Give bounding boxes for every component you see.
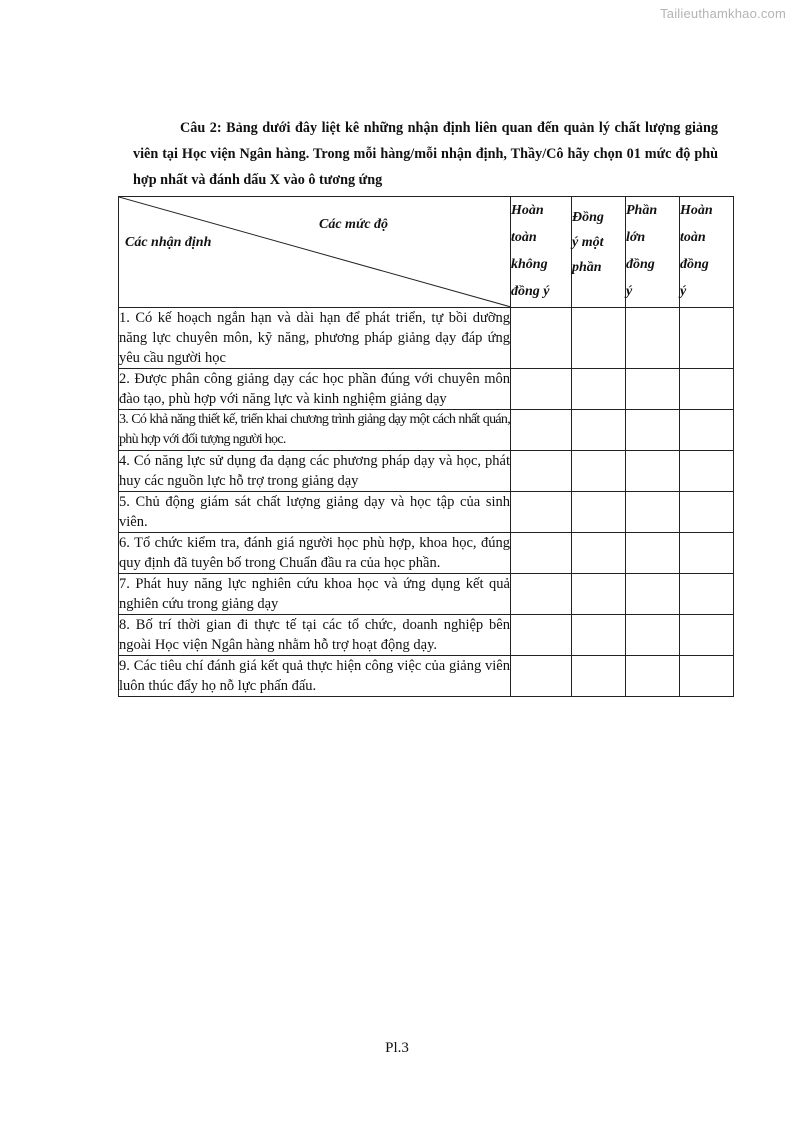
answer-cell-level-1[interactable] (511, 308, 572, 369)
answer-cell-level-2[interactable] (572, 656, 626, 697)
header-row (119, 197, 734, 308)
statement-text: 7. Phát huy năng lực nghiên cứu khoa học và ứng dụng kết quả nghiên cứu trong giảng dạy (119, 574, 511, 615)
answer-cell-level-1[interactable] (511, 410, 572, 451)
statement-row (119, 615, 734, 656)
answer-cell-level-4[interactable] (680, 492, 734, 533)
statement-text: 8. Bố trí thời gian đi thực tế tại các tổ chức, doanh nghiệp bên ngoài Học viện Ngân hàng nhằm hỗ trợ hoạt động dạy. (119, 615, 511, 656)
answer-cell-level-4[interactable] (680, 451, 734, 492)
answer-cell-level-4[interactable] (680, 369, 734, 410)
answer-cell-level-3[interactable] (626, 574, 680, 615)
answer-cell-level-1[interactable] (511, 615, 572, 656)
answer-cell-level-2[interactable] (572, 451, 626, 492)
statement-text: 9. Các tiêu chí đánh giá kết quả thực hiện công việc của giảng viên luôn thúc đẩy họ nỗ lực phấn đấu. (119, 656, 511, 697)
answer-cell-level-3[interactable] (626, 369, 680, 410)
answer-cell-level-2[interactable] (572, 492, 626, 533)
answer-cell-level-3[interactable] (626, 410, 680, 451)
statement-row (119, 308, 734, 369)
question-body: Câu 2: Bảng dưới đây liệt kê những nhận định liên quan đến quản lý chất lượng giảng viên tại Học viện Ngân hàng. Trong mỗi hàng/mỗi nhận định, Thầy/Cô hãy chọn 01 mức độ phù hợp nhất và đánh dấu X vào ô tương ứng (133, 120, 718, 188)
answer-cell-level-1[interactable] (511, 656, 572, 697)
answer-cell-level-3[interactable] (626, 308, 680, 369)
answer-cell-level-4[interactable] (680, 615, 734, 656)
statement-row (119, 533, 734, 574)
answer-cell-level-4[interactable] (680, 410, 734, 451)
survey-table (118, 196, 734, 697)
answer-cell-level-2[interactable] (572, 410, 626, 451)
answer-cell-level-2[interactable] (572, 533, 626, 574)
answer-cell-level-1[interactable] (511, 574, 572, 615)
answer-cell-level-1[interactable] (511, 533, 572, 574)
answer-cell-level-4[interactable] (680, 308, 734, 369)
answer-cell-level-3[interactable] (626, 615, 680, 656)
statement-row (119, 492, 734, 533)
answer-cell-level-3[interactable] (626, 533, 680, 574)
statement-row (119, 410, 734, 451)
statement-row (119, 574, 734, 615)
levels-axis-label: Các mức độ (319, 217, 389, 232)
statement-row (119, 656, 734, 697)
statement-row (119, 369, 734, 410)
page-number: Pl.3 (385, 1040, 409, 1056)
level-header-1: Hoàn toàn không đồng ý (511, 197, 572, 308)
answer-cell-level-4[interactable] (680, 574, 734, 615)
answer-cell-level-2[interactable] (572, 574, 626, 615)
answer-cell-level-3[interactable] (626, 656, 680, 697)
answer-cell-level-1[interactable] (511, 369, 572, 410)
level-header-4: Hoàn toàn đồng ý (680, 197, 734, 308)
answer-cell-level-4[interactable] (680, 533, 734, 574)
answer-cell-level-1[interactable] (511, 451, 572, 492)
statement-text: 5. Chủ động giám sát chất lượng giảng dạy và học tập của sinh viên. (119, 492, 511, 533)
answer-cell-level-2[interactable] (572, 308, 626, 369)
watermark: Tailieuthamkhao.com (660, 6, 786, 21)
statement-text: 1. Có kế hoạch ngắn hạn và dài hạn để phát triển, tự bồi dưỡng năng lực chuyên môn, kỹ năng, phương pháp giảng dạy đáp ứng yêu cầu người học (119, 308, 511, 369)
statements-axis-label: Các nhận định (125, 235, 212, 250)
statement-row (119, 451, 734, 492)
corner-header-cell (119, 197, 511, 308)
answer-cell-level-1[interactable] (511, 492, 572, 533)
statement-text: 4. Có năng lực sử dụng đa dạng các phương pháp dạy và học, phát huy các nguồn lực hỗ trợ trong giảng dạy (119, 451, 511, 492)
statement-text: 6. Tổ chức kiểm tra, đánh giá người học phù hợp, khoa học, đúng quy định đã tuyên bố trong Chuẩn đầu ra của học phần. (119, 533, 511, 574)
answer-cell-level-3[interactable] (626, 492, 680, 533)
level-header-3: Phần lớn đồng ý (626, 197, 680, 308)
answer-cell-level-4[interactable] (680, 656, 734, 697)
statement-text: 2. Được phân công giảng dạy các học phần đúng với chuyên môn đào tạo, phù hợp với năng lực và kinh nghiệm giảng dạy (119, 369, 511, 410)
statement-text: 3. Có khả năng thiết kế, triển khai chương trình giảng dạy một cách nhất quán, phù hợp với đối tượng người học. (119, 410, 511, 451)
answer-cell-level-3[interactable] (626, 451, 680, 492)
level-header-2: Đồng ý một phần (572, 197, 626, 308)
diagonal-divider (119, 197, 511, 307)
answer-cell-level-2[interactable] (572, 369, 626, 410)
answer-cell-level-2[interactable] (572, 615, 626, 656)
question-text (133, 115, 718, 193)
